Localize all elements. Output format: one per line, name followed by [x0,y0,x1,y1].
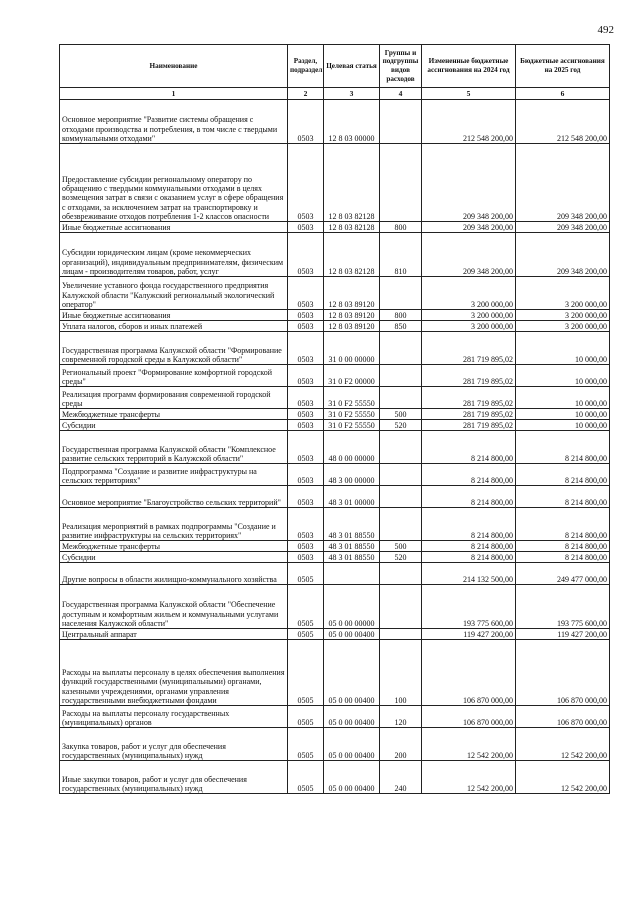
table-row [60,486,610,508]
row-name: Государственная программа Калужской области "Обеспечение доступным и комфортным жильем и коммунальными услугами населения Калужской области" [60,585,288,629]
row-name: Государственная программа Калужской области "Формирование современной городской среды в Калужской области" [60,332,288,365]
col-number: 2 [288,88,324,100]
row-section: 0503 [288,222,324,233]
row-group [380,585,422,629]
table-row [60,552,610,563]
row-amount-2025: 119 427 200,00 [516,629,610,640]
row-group: 100 [380,640,422,706]
row-target: 12 8 03 89120 [324,277,380,310]
table-row [60,420,610,431]
row-amount-2024: 8 214 800,00 [422,464,516,486]
row-group: 500 [380,409,422,420]
row-section: 0503 [288,541,324,552]
row-amount-2024: 3 200 000,00 [422,277,516,310]
row-target: 48 3 01 88550 [324,552,380,563]
header-name: Наименование [60,45,288,88]
table-row [60,728,610,761]
row-amount-2025: 106 870 000,00 [516,706,610,728]
table-row [60,277,610,310]
table-row [60,310,610,321]
row-target: 12 8 03 89120 [324,310,380,321]
table-row [60,640,610,706]
row-group: 520 [380,552,422,563]
table-row [60,409,610,420]
row-target: 31 0 F2 55550 [324,420,380,431]
row-amount-2024: 281 719 895,02 [422,409,516,420]
row-name: Центральный аппарат [60,629,288,640]
row-target: 48 3 01 88550 [324,541,380,552]
row-amount-2025: 10 000,00 [516,420,610,431]
row-amount-2025: 12 542 200,00 [516,728,610,761]
row-section: 0503 [288,486,324,508]
row-target: 05 0 00 00400 [324,640,380,706]
row-target: 31 0 F2 55550 [324,387,380,409]
row-group [380,100,422,144]
row-section: 0505 [288,761,324,794]
row-amount-2024: 209 348 200,00 [422,233,516,277]
row-amount-2025: 8 214 800,00 [516,508,610,541]
row-name: Субсидии юридическим лицам (кроме некоммерческих организаций), индивидуальным предпринимателям, физическим лицам - производителям товаров, работ, услуг [60,233,288,277]
row-section: 0503 [288,321,324,332]
row-section: 0503 [288,431,324,464]
table-row [60,464,610,486]
row-section: 0505 [288,728,324,761]
row-section: 0505 [288,640,324,706]
row-name: Подпрограмма "Создание и развитие инфраструктуры на сельских территориях" [60,464,288,486]
header-group: Группы и подгруппы видов расходов [380,45,422,88]
table-row [60,144,610,222]
row-group [380,365,422,387]
row-target: 05 0 00 00400 [324,629,380,640]
table-row [60,222,610,233]
row-target: 05 0 00 00400 [324,761,380,794]
table-row [60,585,610,629]
row-name: Предоставление субсидии региональному оператору по обращению с твердыми коммунальными отходами в целях возмещения затрат в связи с оказанием услуг в сфере обращения с отходами, за исключением затрат на транспортировку и обезвреживание отходов потребления 1-2 классов опасности [60,144,288,222]
header-amount-2024: Измененные бюджетные ассигнования на 2024 год [422,45,516,88]
row-name: Субсидии [60,552,288,563]
row-amount-2024: 281 719 895,02 [422,365,516,387]
row-name: Иные закупки товаров, работ и услуг для обеспечения государственных (муниципальных) нужд [60,761,288,794]
row-group [380,508,422,541]
row-amount-2025: 8 214 800,00 [516,552,610,563]
row-group [380,431,422,464]
row-group [380,387,422,409]
row-section: 0505 [288,563,324,585]
row-amount-2025: 209 348 200,00 [516,222,610,233]
row-section: 0503 [288,508,324,541]
row-amount-2025: 12 542 200,00 [516,761,610,794]
row-amount-2024: 212 548 200,00 [422,100,516,144]
row-amount-2025: 249 477 000,00 [516,563,610,585]
table-body [60,100,610,794]
table-row [60,321,610,332]
row-amount-2025: 106 870 000,00 [516,640,610,706]
row-name: Межбюджетные трансферты [60,541,288,552]
row-section: 0503 [288,409,324,420]
row-section: 0503 [288,332,324,365]
row-name: Реализация мероприятий в рамках подпрограммы "Создание и развитие инфраструктуры на сельских территориях" [60,508,288,541]
row-amount-2024: 106 870 000,00 [422,706,516,728]
row-group [380,144,422,222]
header-row [60,45,610,88]
row-target: 05 0 00 00400 [324,706,380,728]
row-amount-2024: 3 200 000,00 [422,310,516,321]
row-section: 0505 [288,585,324,629]
row-section: 0503 [288,277,324,310]
row-name: Реализация программ формирования современной городской среды [60,387,288,409]
row-amount-2024: 8 214 800,00 [422,486,516,508]
row-amount-2025: 3 200 000,00 [516,277,610,310]
row-group: 810 [380,233,422,277]
table-row [60,387,610,409]
row-amount-2024: 214 132 500,00 [422,563,516,585]
row-amount-2024: 3 200 000,00 [422,321,516,332]
row-amount-2024: 8 214 800,00 [422,552,516,563]
row-amount-2024: 8 214 800,00 [422,431,516,464]
row-amount-2025: 3 200 000,00 [516,310,610,321]
row-name: Государственная программа Калужской области "Комплексное развитие сельских территорий в Калужской области" [60,431,288,464]
row-name: Закупка товаров, работ и услуг для обеспечения государственных (муниципальных) нужд [60,728,288,761]
row-section: 0503 [288,420,324,431]
row-amount-2024: 281 719 895,02 [422,332,516,365]
row-name: Расходы на выплаты персоналу государственных (муниципальных) органов [60,706,288,728]
row-section: 0503 [288,365,324,387]
row-target: 48 3 01 00000 [324,486,380,508]
row-amount-2025: 3 200 000,00 [516,321,610,332]
row-section: 0503 [288,144,324,222]
table-row [60,541,610,552]
row-group: 200 [380,728,422,761]
row-name: Межбюджетные трансферты [60,409,288,420]
row-target: 12 8 03 82128 [324,222,380,233]
header-amount-2025: Бюджетные ассигнования на 2025 год [516,45,610,88]
table-row [60,706,610,728]
row-name: Расходы на выплаты персоналу в целях обеспечения выполнения функций государственными (муниципальными) органами, казенными учреждениями, органами управления государственными внебюджетными фондами [60,640,288,706]
row-group: 500 [380,541,422,552]
col-number: 3 [324,88,380,100]
row-target: 31 0 F2 55550 [324,409,380,420]
row-amount-2025: 8 214 800,00 [516,431,610,464]
row-amount-2024: 209 348 200,00 [422,144,516,222]
row-amount-2024: 193 775 600,00 [422,585,516,629]
row-amount-2024: 281 719 895,02 [422,420,516,431]
row-group: 520 [380,420,422,431]
row-amount-2025: 209 348 200,00 [516,144,610,222]
row-target: 48 3 00 00000 [324,464,380,486]
row-name: Основное мероприятие "Развитие системы обращения с отходами производства и потребления, в том числе с твердыми коммунальными отходами" [60,100,288,144]
table-row [60,100,610,144]
row-target: 05 0 00 00400 [324,728,380,761]
row-group [380,332,422,365]
row-group: 850 [380,321,422,332]
row-target: 05 0 00 00000 [324,585,380,629]
row-amount-2024: 12 542 200,00 [422,761,516,794]
col-number: 1 [60,88,288,100]
table-row [60,508,610,541]
row-name: Увеличение уставного фонда государственного предприятия Калужской области "Калужский региональный экологический оператор" [60,277,288,310]
row-name: Другие вопросы в области жилищно-коммунального хозяйства [60,563,288,585]
header-section: Раздел, подраздел [288,45,324,88]
row-amount-2025: 8 214 800,00 [516,464,610,486]
row-amount-2024: 119 427 200,00 [422,629,516,640]
row-name: Субсидии [60,420,288,431]
row-amount-2025: 10 000,00 [516,409,610,420]
page-number: 492 [597,24,614,36]
row-target: 48 3 01 88550 [324,508,380,541]
row-section: 0503 [288,100,324,144]
table-row [60,332,610,365]
row-name: Иные бюджетные ассигнования [60,310,288,321]
row-amount-2024: 209 348 200,00 [422,222,516,233]
row-group [380,629,422,640]
row-section: 0503 [288,233,324,277]
col-number: 4 [380,88,422,100]
row-group [380,464,422,486]
row-group: 800 [380,310,422,321]
row-section: 0503 [288,552,324,563]
table-row [60,761,610,794]
header-target: Целевая статья [324,45,380,88]
row-group [380,563,422,585]
row-target: 12 8 03 89120 [324,321,380,332]
row-section: 0505 [288,629,324,640]
row-amount-2024: 8 214 800,00 [422,508,516,541]
col-number: 5 [422,88,516,100]
row-amount-2025: 193 775 600,00 [516,585,610,629]
row-amount-2025: 10 000,00 [516,365,610,387]
row-amount-2024: 106 870 000,00 [422,640,516,706]
row-group [380,486,422,508]
row-target [324,563,380,585]
row-group: 240 [380,761,422,794]
column-number-row [60,88,610,100]
table-row [60,431,610,464]
row-name: Региональный проект "Формирование комфортной городской среды" [60,365,288,387]
row-group: 120 [380,706,422,728]
row-target: 12 8 03 00000 [324,100,380,144]
row-name: Основное мероприятие "Благоустройство сельских территорий" [60,486,288,508]
row-amount-2025: 8 214 800,00 [516,486,610,508]
row-group: 800 [380,222,422,233]
row-amount-2025: 209 348 200,00 [516,233,610,277]
row-section: 0503 [288,464,324,486]
row-section: 0503 [288,387,324,409]
row-target: 48 0 00 00000 [324,431,380,464]
table-row [60,629,610,640]
row-target: 31 0 F2 00000 [324,365,380,387]
row-amount-2025: 8 214 800,00 [516,541,610,552]
table-row [60,233,610,277]
row-section: 0503 [288,310,324,321]
row-amount-2025: 10 000,00 [516,332,610,365]
row-amount-2025: 212 548 200,00 [516,100,610,144]
col-number: 6 [516,88,610,100]
row-name: Иные бюджетные ассигнования [60,222,288,233]
row-amount-2024: 281 719 895,02 [422,387,516,409]
table-row [60,365,610,387]
row-target: 12 8 03 82128 [324,144,380,222]
row-name: Уплата налогов, сборов и иных платежей [60,321,288,332]
table-row [60,563,610,585]
row-section: 0505 [288,706,324,728]
row-target: 12 8 03 82128 [324,233,380,277]
row-amount-2025: 10 000,00 [516,387,610,409]
row-amount-2024: 8 214 800,00 [422,541,516,552]
row-group [380,277,422,310]
row-target: 31 0 00 00000 [324,332,380,365]
budget-table [59,44,610,794]
row-amount-2024: 12 542 200,00 [422,728,516,761]
